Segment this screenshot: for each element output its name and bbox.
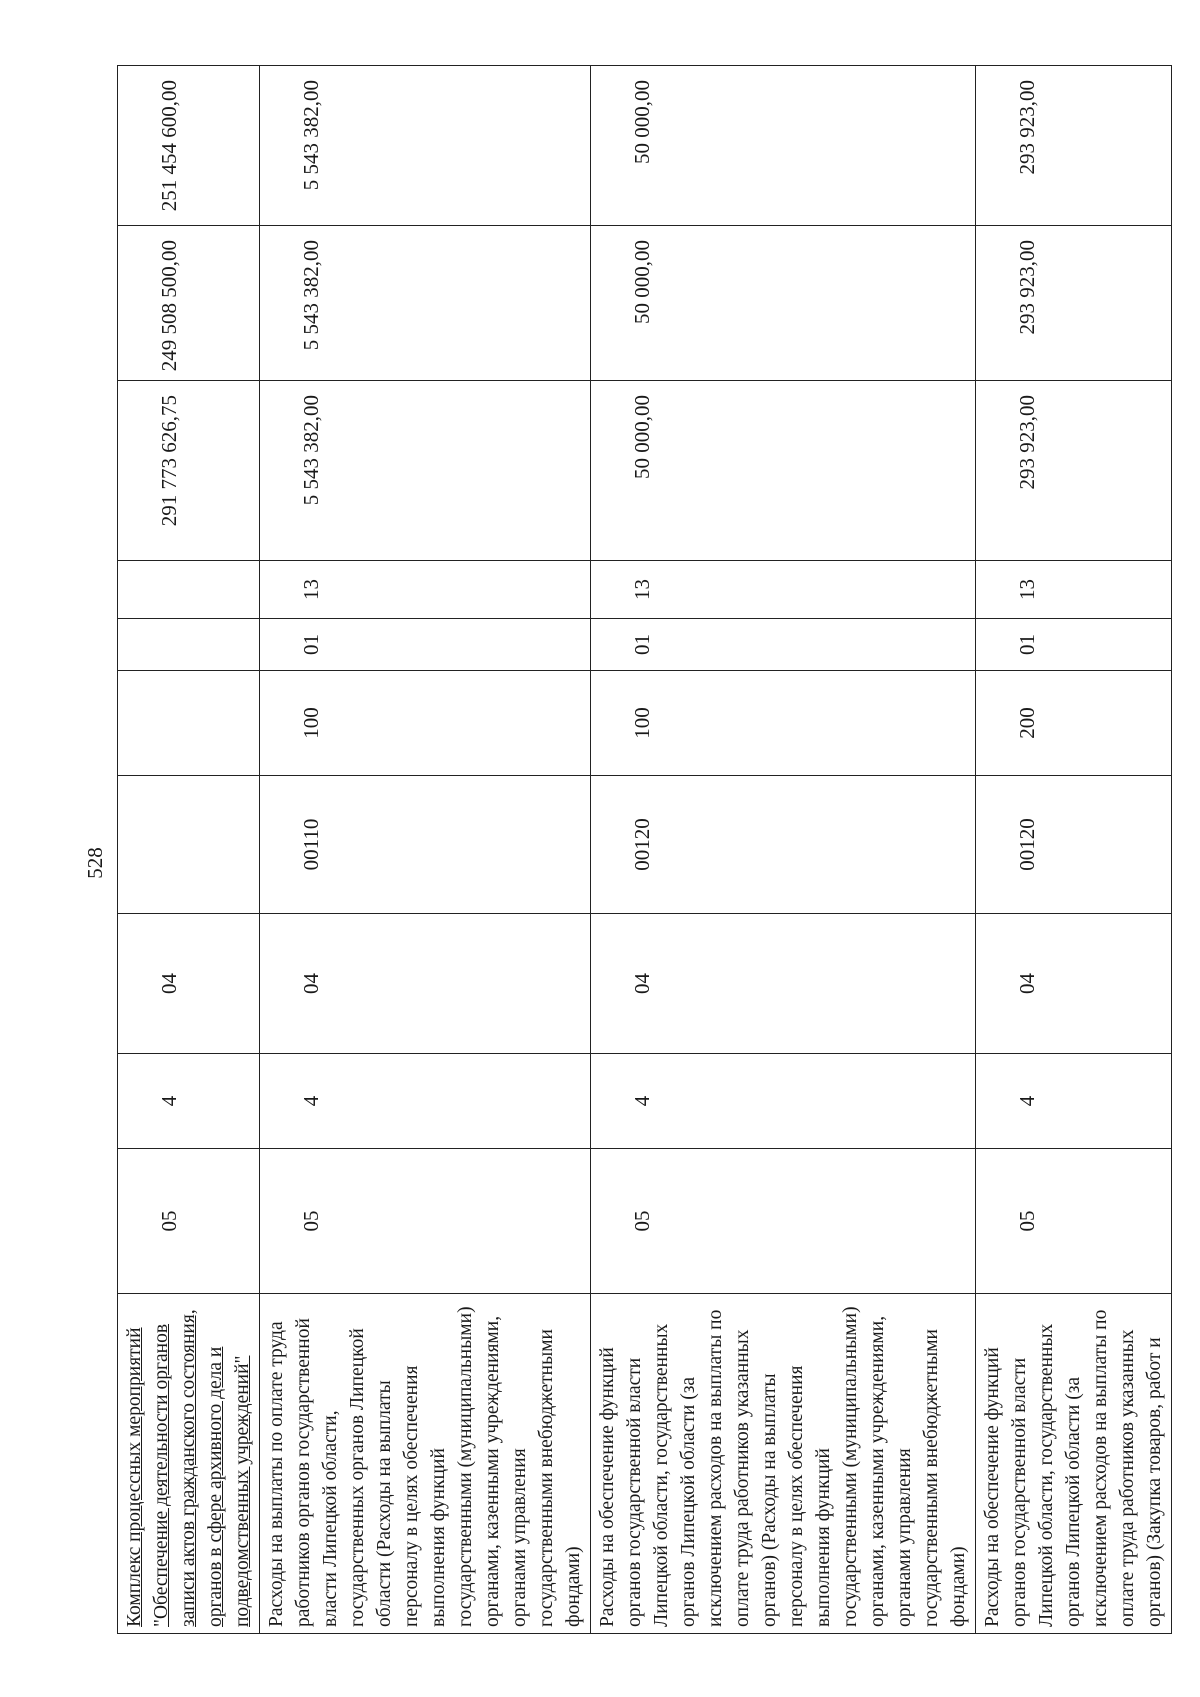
cell-code-1: 05 (976, 1149, 1172, 1294)
cell-amount-1: 291 773 626,75 (118, 381, 260, 561)
cell-code-1: 05 (118, 1149, 260, 1294)
cell-code-1: 05 (591, 1149, 976, 1294)
table-row (118, 66, 260, 1634)
cell-code-7: 13 (976, 561, 1172, 619)
table-row (260, 66, 591, 1634)
cell-amount-3: 5 543 382,00 (260, 66, 591, 226)
cell-code-5: 200 (976, 671, 1172, 776)
cell-code-6: 01 (260, 619, 591, 671)
cell-code-6 (118, 619, 260, 671)
cell-amount-1: 5 543 382,00 (260, 381, 591, 561)
row-description: Комплекс процессных мероприятий "Обеспечение деятельности органов записи актов гражданского состояния, органов в сфере архивного дела и подведомственных учреждений" (118, 1294, 260, 1634)
cell-code-7: 13 (591, 561, 976, 619)
cell-code-3: 04 (591, 914, 976, 1054)
page-number: 528 (82, 847, 107, 879)
cell-amount-2: 50 000,00 (591, 226, 976, 381)
cell-amount-3: 293 923,00 (976, 66, 1172, 226)
cell-code-7 (118, 561, 260, 619)
cell-code-1: 05 (260, 1149, 591, 1294)
cell-code-2: 4 (976, 1054, 1172, 1149)
cell-amount-3: 50 000,00 (591, 66, 976, 226)
cell-code-3: 04 (976, 914, 1172, 1054)
cell-code-4: 00120 (976, 776, 1172, 914)
cell-code-5: 100 (260, 671, 591, 776)
cell-amount-2: 249 508 500,00 (118, 226, 260, 381)
cell-code-6: 01 (591, 619, 976, 671)
budget-table (117, 65, 1172, 1634)
cell-code-2: 4 (260, 1054, 591, 1149)
cell-code-5 (118, 671, 260, 776)
cell-code-2: 4 (591, 1054, 976, 1149)
cell-code-4 (118, 776, 260, 914)
cell-amount-3: 251 454 600,00 (118, 66, 260, 226)
cell-code-3: 04 (118, 914, 260, 1054)
cell-amount-2: 293 923,00 (976, 226, 1172, 381)
cell-amount-2: 5 543 382,00 (260, 226, 591, 381)
cell-code-2: 4 (118, 1054, 260, 1149)
cell-amount-1: 50 000,00 (591, 381, 976, 561)
table-row (976, 66, 1172, 1634)
cell-code-3: 04 (260, 914, 591, 1054)
cell-code-4: 00110 (260, 776, 591, 914)
cell-code-5: 100 (591, 671, 976, 776)
cell-code-4: 00120 (591, 776, 976, 914)
table-row (591, 66, 976, 1634)
cell-amount-1: 293 923,00 (976, 381, 1172, 561)
row-description: Расходы на обеспечение функций органов государственной власти Липецкой области, государственных органов Липецкой области (за исключением расходов на выплаты по оплате труда работников указанных органов) (Закупка товаров, работ и (976, 1294, 1172, 1634)
row-description: Расходы на выплаты по оплате труда работников органов государственной власти Липецкой области, государственных органов Липецкой области (Расходы на выплаты персоналу в целях обеспечения выполнения функций государственными (муниципальными) органами, казенными учреждениями, органами управления государственными внебюджетными фондами) (260, 1294, 591, 1634)
cell-code-7: 13 (260, 561, 591, 619)
rotated-table-container (117, 66, 1165, 1634)
cell-code-6: 01 (976, 619, 1172, 671)
row-description: Расходы на обеспечение функций органов государственной власти Липецкой области, государственных органов Липецкой области (за исключением расходов на выплаты по оплате труда работников указанных органов) (Расходы на выплаты персоналу в целях обеспечения выполнения функций государственными (муниципальными) органами, казенными учреждениями, органами управления государственными внебюджетными фондами) (591, 1294, 976, 1634)
